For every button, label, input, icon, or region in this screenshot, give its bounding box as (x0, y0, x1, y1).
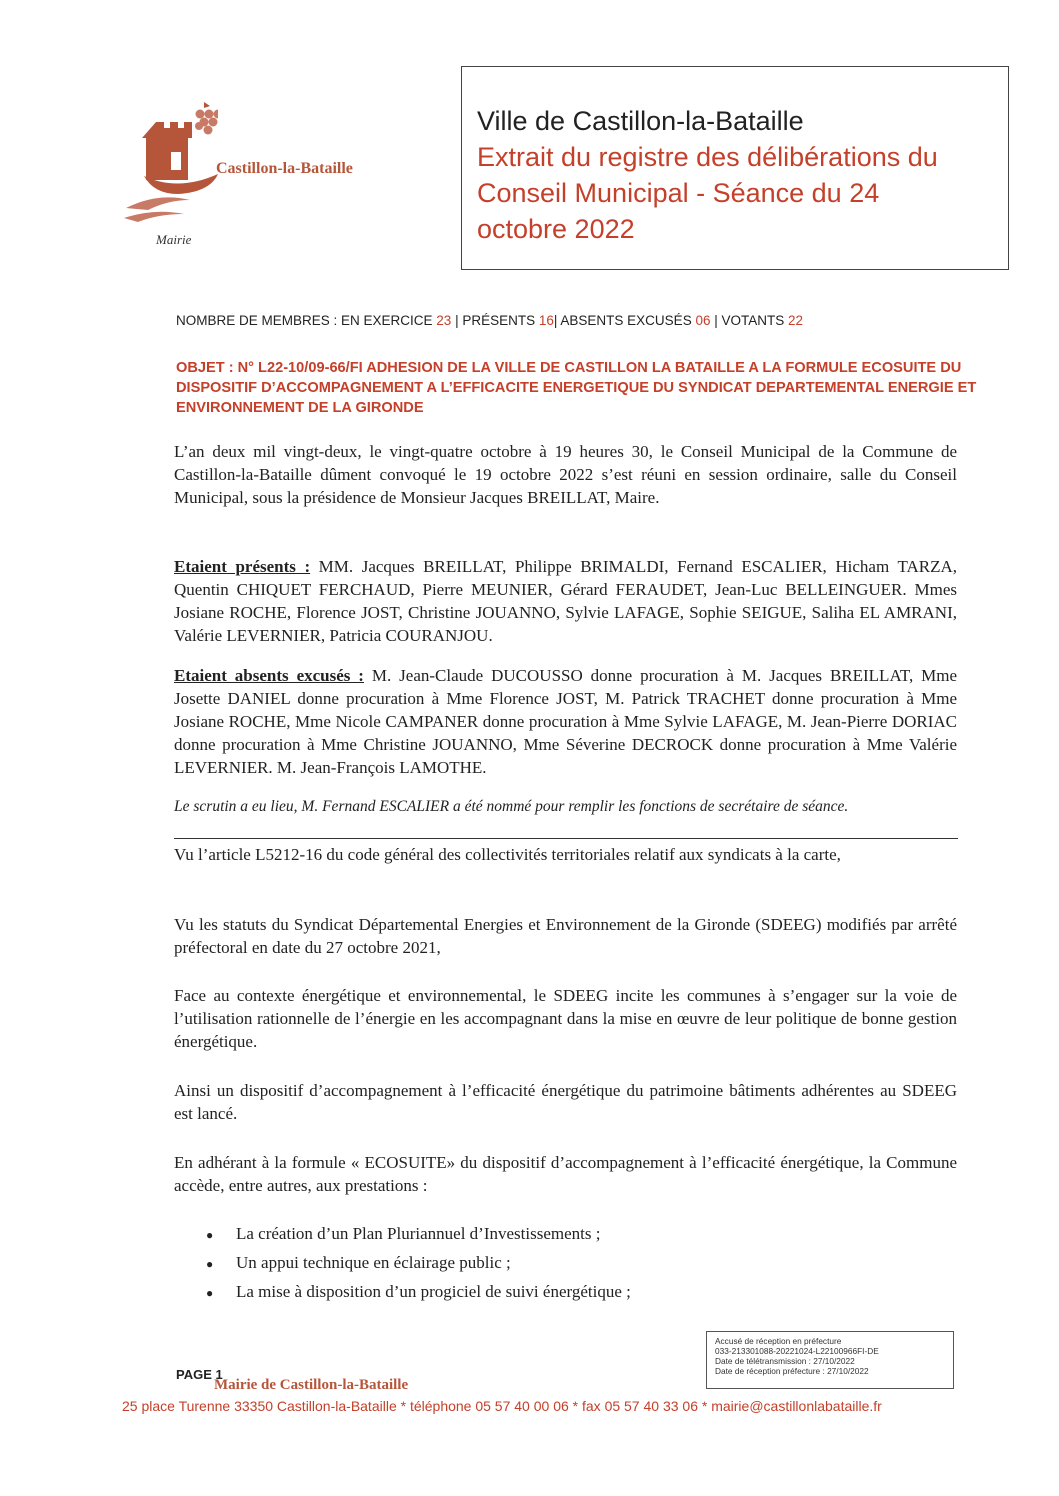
votants-count: 22 (788, 313, 804, 328)
intro-paragraph: L’an deux mil vingt-deux, le vingt-quatre octobre à 19 heures 30, le Conseil Municipal de la Commune de Castillon-la-Bataille dûment convoqué le 19 octobre 2022 s’est réuni en session ordinaire, salle du Conseil Municipal, sous la présidence de Monsieur Jacques BREILLAT, Maire. (174, 442, 957, 507)
presents-count: 16 (538, 313, 554, 328)
list-item: ● La création d’un Plan Pluriannuel d’Investissements ; (206, 1220, 631, 1249)
paragraph-dispositif: Ainsi un dispositif d’accompagnement à l’efficacité énergétique du patrimoine bâtiments adhérentes au SDEEG est lancé. (174, 1081, 957, 1123)
page-number: PAGE 1 (176, 1367, 223, 1382)
stamp-line: Accusé de réception en préfecture (715, 1336, 842, 1346)
extract-line-3: octobre 2022 (477, 214, 635, 244)
en-exercice-count: 23 (436, 313, 452, 328)
presents-list: MM. Jacques BREILLAT, Philippe BRIMALDI, Fernand ESCALIER, Hicham TARZA, Quentin CHIQUET FERCHAUD, Pierre MEUNIER, Gérard FERAUDET, Jean-Luc BELLEINGUER. Mmes Josiane ROCHE, Florence JOST, Christine JOUANNO, Sylvie LAFAGE, Sophie SEIGUE, Saliha EL AMRANI, Valérie LEVERNIER, Patricia COURANJOU. (174, 557, 957, 645)
members-prefix: NOMBRE DE MEMBRES : EN EXERCICE (176, 313, 437, 328)
paragraph-statuts: Vu les statuts du Syndicat Départemental Energies et Environnement de la Gironde (SDEEG) modifiés par arrêté préfectoral en date du 27 octobre 2021, (174, 915, 957, 957)
logo-subtitle: Mairie (156, 232, 192, 247)
town-logo (118, 96, 418, 256)
castle-grapes-icon (118, 96, 218, 236)
header-box (461, 66, 1009, 270)
absents-paragraph (174, 664, 957, 779)
paragraph-contexte: Face au contexte énergétique et environnemental, le SDEEG incite les communes à s’engager sur la voie de l’utilisation rationnelle de l’énergie en les accompagnant dans la mise en œuvre de leur politique de bonne gestion énergétique. (174, 986, 957, 1051)
presents-label: | PRÉSENTS (451, 313, 539, 328)
stamp-line: Date de réception préfecture : 27/10/2022 (715, 1366, 869, 1376)
scrutin-paragraph: Le scrutin a eu lieu, M. Fernand ESCALIER a été nommé pour remplir les fonctions de secrétaire de séance. (174, 798, 849, 815)
footer-address: 25 place Turenne 33350 Castillon-la-Bataille * téléphone 05 57 40 00 06 * fax 05 57 40 33 06 * mairie@castillonlabataille.fr (122, 1398, 882, 1414)
stamp-line: Date de télétransmission : 27/10/2022 (715, 1356, 855, 1366)
absents-label: | ABSENTS EXCUSÉS (553, 313, 696, 328)
presents-heading: Etaient présents : (174, 557, 311, 576)
extract-line-2: Conseil Municipal - Séance du 24 (477, 178, 880, 208)
divider (174, 838, 958, 839)
list-item: ● La mise à disposition d’un progiciel de suivi énergétique ; (206, 1278, 631, 1307)
bullet-icon: ● (206, 1286, 214, 1300)
logo-town-name: Castillon-la-Bataille (216, 160, 353, 177)
prestations-list (206, 1220, 631, 1307)
stamp-line: 033-213301088-20221024-L22100966FI-DE (715, 1346, 879, 1356)
members-count-line (176, 313, 803, 328)
bullet-icon: ● (206, 1257, 214, 1271)
absents-heading: Etaient absents excusés : (174, 666, 364, 685)
paragraph-article: Vu l’article L5212-16 du code général des collectivités territoriales relatif aux syndicats à la carte, (174, 845, 841, 864)
extract-line-1: Extrait du registre des délibérations du (477, 142, 938, 172)
footer-mairie-name: Mairie de Castillon-la-Bataille (214, 1377, 409, 1393)
votants-label: | VOTANTS (710, 313, 788, 328)
absents-list: M. Jean-Claude DUCOUSSO donne procuration à M. Jacques BREILLAT, Mme Josette DANIEL donne procuration à Mme Florence JOST, M. Patrick TRACHET donne procuration à Mme Josiane ROCHE, Mme Nicole CAMPANER donne procuration à Mme Sylvie LAFAGE, M. Jean-Pierre DORIAC donne procuration à Mme Christine JOUANNO, Mme Séverine DECROCK donne procuration à Mme Valérie LEVERNIER. M. Jean-François LAMOTHE. (174, 666, 958, 777)
list-item: ● Un appui technique en éclairage public ; (206, 1249, 631, 1278)
object-title: OBJET : N° L22-10/09-66/FI ADHESION DE LA VILLE DE CASTILLON LA BATAILLE A LA FORMULE ECOSUITE DU DISPOSITIF D’ACCOMPAGNEMENT A L’EFFICACITE ENERGETIQUE DU SYNDICAT DEPARTEMENTAL ENERGIE ET ENVIRONNEMENT DE LA GIRONDE (176, 360, 977, 416)
prefecture-receipt-stamp (706, 1331, 954, 1389)
absents-count: 06 (695, 313, 711, 328)
bullet-icon: ● (206, 1228, 214, 1242)
paragraph-ecosuite: En adhérant à la formule « ECOSUITE» du dispositif d’accompagnement à l’efficacité énergétique, la Commune accède, entre autres, aux prestations : (174, 1153, 957, 1195)
presents-paragraph (174, 555, 957, 647)
city-title: Ville de Castillon-la-Bataille (477, 106, 804, 136)
